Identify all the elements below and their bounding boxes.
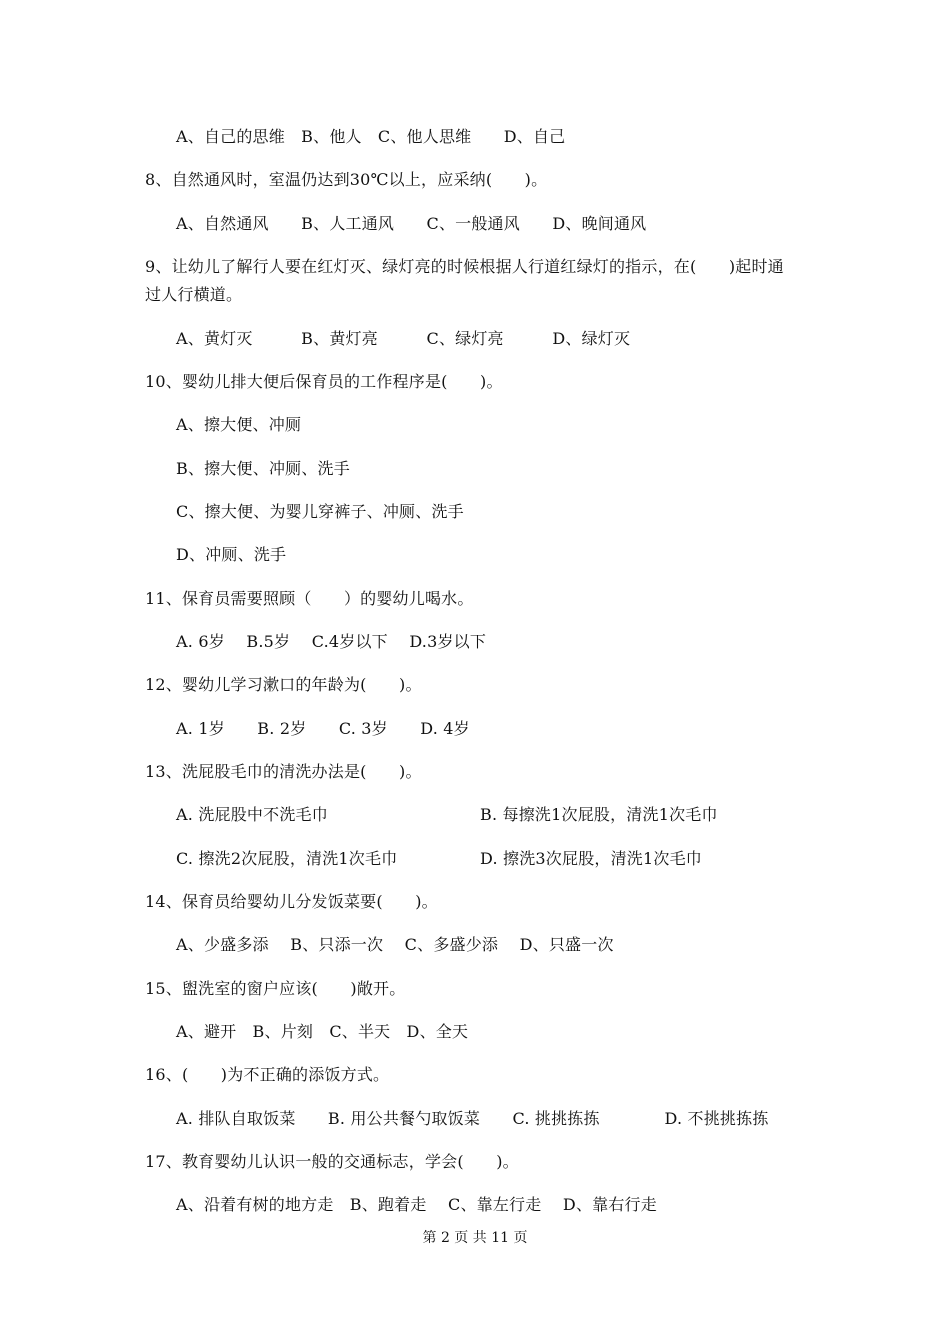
q16-options: A. 排队自取饭菜 B. 用公共餐勺取饭菜 C. 挑挑拣拣 D. 不挑挑拣拣: [176, 1109, 769, 1128]
q8-options: A、自然通风 B、人工通风 C、一般通风 D、晚间通风: [176, 214, 647, 233]
q11-question: 11、保育员需要照顾（ ）的婴幼儿喝水。: [145, 589, 474, 608]
q11-options: A. 6岁 B.5岁 C.4岁以下 D.3岁以下: [176, 632, 487, 651]
q12-options: A. 1岁 B. 2岁 C. 3岁 D. 4岁: [176, 719, 470, 738]
q12-question: 12、婴幼儿学习漱口的年龄为( )。: [145, 675, 422, 694]
q13-option-d: D. 擦洗3次屁股，清洗1次毛巾: [480, 849, 702, 868]
q15-options: A、避开 B、片刻 C、半天 D、全天: [176, 1022, 469, 1041]
q13-option-b: B. 每擦洗1次屁股，清洗1次毛巾: [480, 805, 718, 824]
q13-question: 13、洗屁股毛巾的清洗办法是( )。: [145, 762, 422, 781]
page-footer: 第 2 页 共 11 页: [422, 1230, 528, 1246]
q15-question: 15、盥洗室的窗户应该( )敞开。: [145, 979, 406, 998]
q10-option-c: C、擦大便、为婴儿穿裤子、冲厕、洗手: [176, 502, 464, 521]
q10-question: 10、婴幼儿排大便后保育员的工作程序是( )。: [145, 372, 503, 391]
q10-option-b: B、擦大便、冲厕、洗手: [176, 459, 350, 478]
q13-option-c: C. 擦洗2次屁股，清洗1次毛巾: [176, 849, 398, 868]
q9-question-cont: 过人行横道。: [145, 285, 243, 304]
q16-question: 16、( )为不正确的添饭方式。: [145, 1065, 390, 1084]
q8-question: 8、自然通风时，室温仍达到30℃以上，应采纳( )。: [145, 170, 548, 189]
q13-option-a: A. 洗屁股中不洗毛巾: [176, 805, 328, 824]
q9-question: 9、让幼儿了解行人要在红灯灭、绿灯亮的时候根据人行道红绿灯的指示，在( )起时通: [145, 257, 784, 276]
q17-options: A、沿着有树的地方走 B、跑着走 C、靠左行走 D、靠右行走: [176, 1195, 657, 1214]
q10-option-d: D、冲厕、洗手: [176, 545, 287, 564]
q14-question: 14、保育员给婴幼儿分发饭菜要( )。: [145, 892, 438, 911]
q10-option-a: A、擦大便、冲厕: [176, 415, 302, 434]
q14-options: A、少盛多添 B、只添一次 C、多盛少添 D、只盛一次: [176, 935, 614, 954]
q9-options: A、黄灯灭 B、黄灯亮 C、绿灯亮 D、绿灯灭: [176, 329, 631, 348]
q17-question: 17、教育婴幼儿认识一般的交通标志，学会( )。: [145, 1152, 519, 1171]
q7-options: A、自己的思维 B、他人 C、他人思维 D、自己: [176, 127, 566, 146]
